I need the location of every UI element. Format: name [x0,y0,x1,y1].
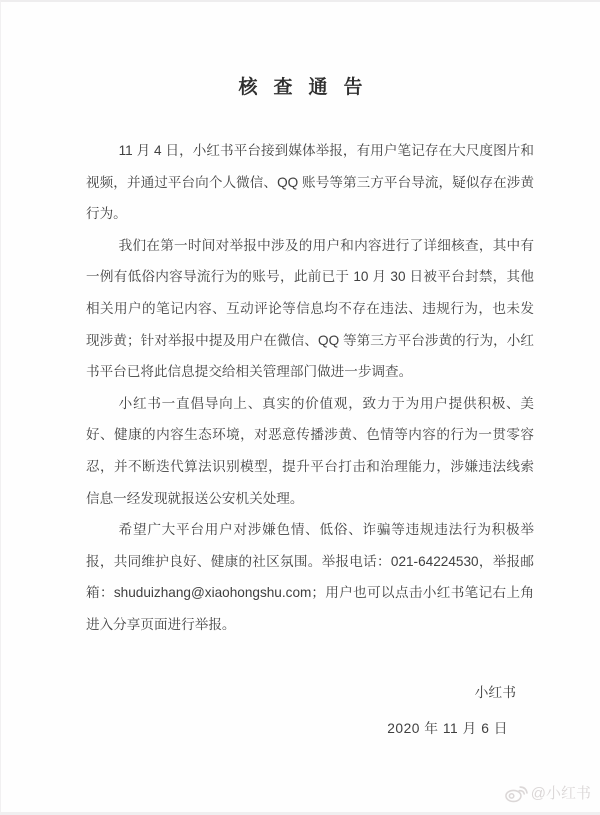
signature-block [1,683,600,739]
watermark-handle: @小红书 [530,784,591,802]
signer-name: 小红书 [474,684,516,700]
document-date: 2020 年 11 月 6 日 [387,720,508,736]
paragraph-platform-values: 小红书一直倡导向上、真实的价值观，致力于为用户提供积极、美好、健康的内容生态环境，对恶意传播涉黄、色情等内容的行为一贯零容忍，并不断迭代算法识别模型，提升平台打击和治理能力，涉嫌违法线索信息一经发现就报送公安机关处理。 [86,395,534,506]
paragraph-report-channels: 希望广大平台用户对涉嫌色情、低俗、诈骗等违规违法行为积极举报，共同维护良好、健康的社区氛围。举报电话：021-64224530，举报邮箱：shuduizhang@xiaohongshu.com；用户也可以点击小红书笔记右上角进入分享页面进行举报。 [86,522,534,632]
document-title: 核查通告 [238,77,379,98]
weibo-icon [504,782,528,804]
paragraph-investigation-result: 我们在第一时间对举报中涉及的用户和内容进行了详细核查，其中有一例有低俗内容导流行为的账号，此前已于 10 月 30 日被平台封禁，其他相关用户的笔记内容、互动评论等信息均不存在违法、违规行为，也未发现涉黄；针对举报中提及用户在微信、QQ 等第三方平台涉黄的行为，小红书平台已将此信息提交给相关管理部门做进一步调查。 [86,237,534,380]
weibo-watermark [504,782,591,804]
document-body [86,135,534,641]
paragraph-report-received: 11 月 4 日，小红书平台接到媒体举报，有用户笔记存在大尺度图片和视频，并通过平台向个人微信、QQ 账号等第三方平台导流，疑似存在涉黄行为。 [86,143,534,222]
